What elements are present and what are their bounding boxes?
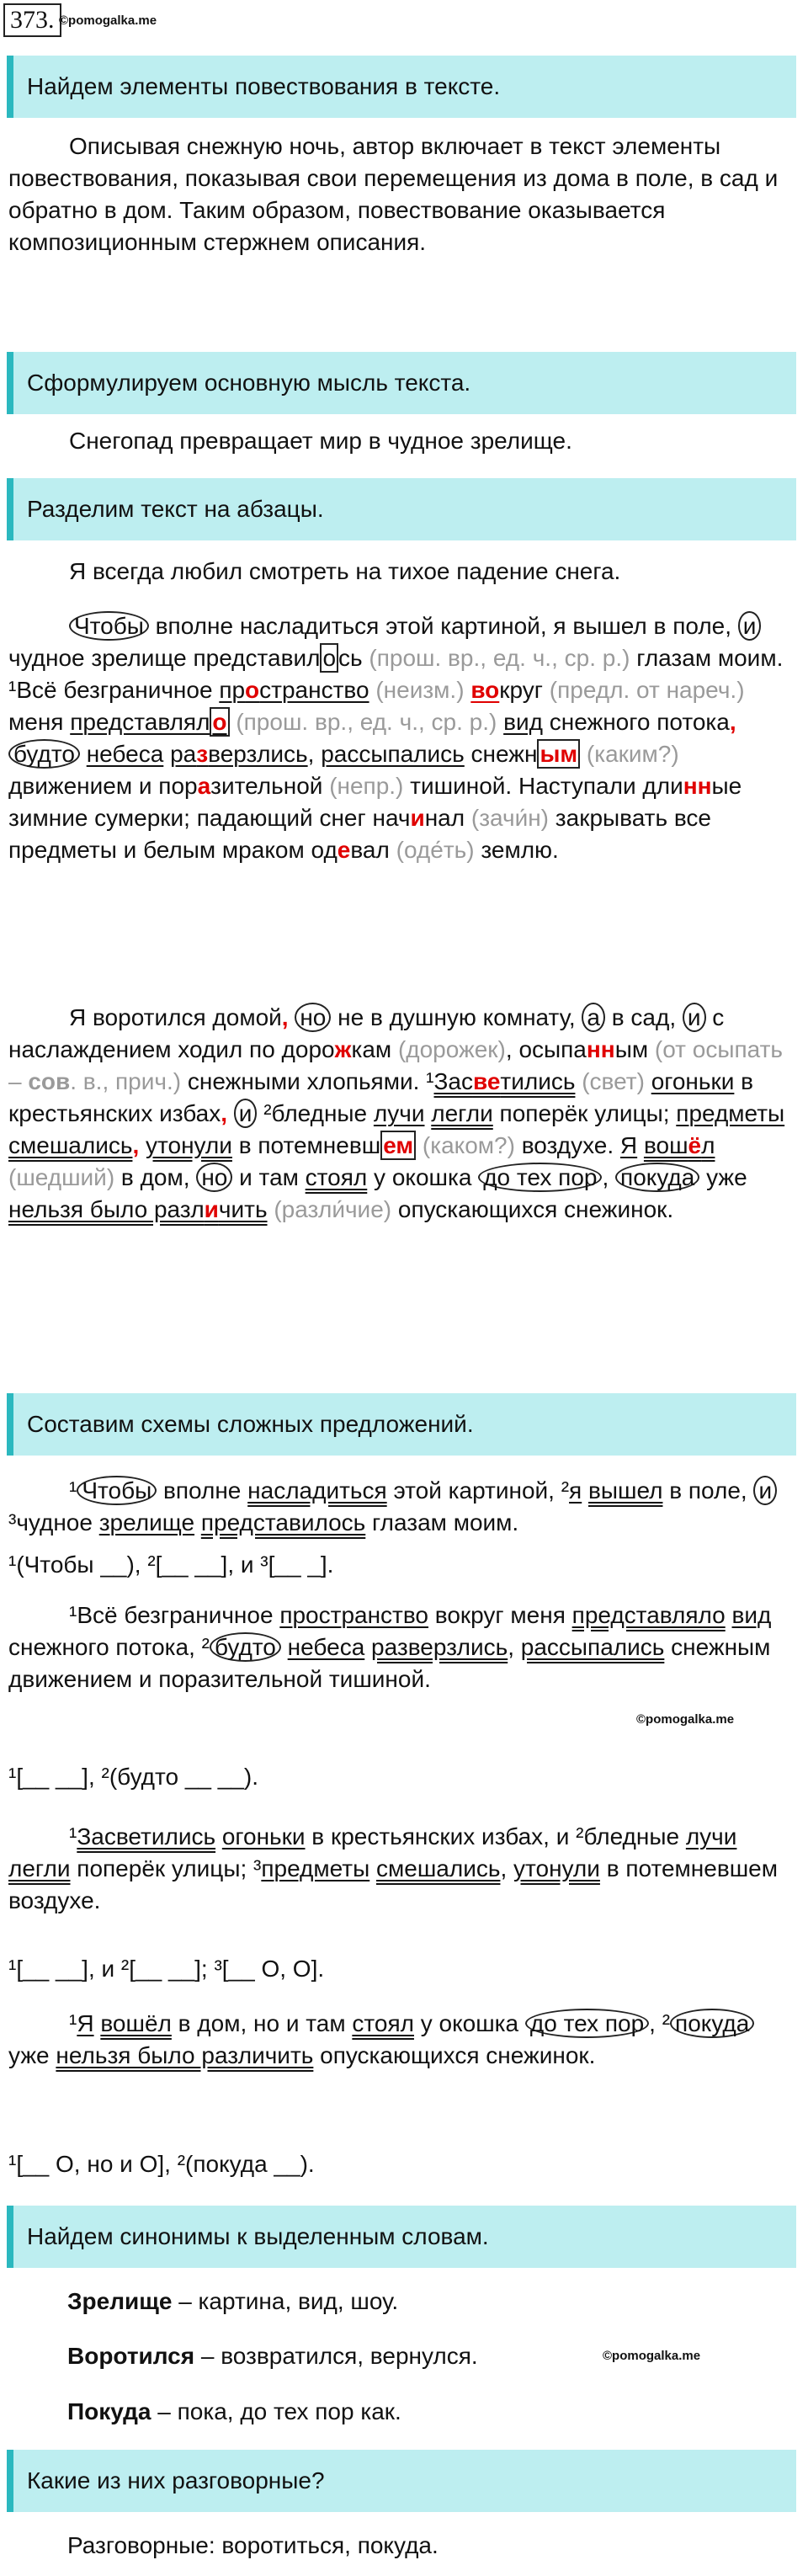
watermark: ©pomogalka.me bbox=[603, 2349, 701, 2363]
header bbox=[0, 0, 808, 39]
site-watermark: ©pomogalka.me bbox=[59, 13, 157, 28]
sentence-3: ¹Засветились огоньки в крестьянских избах, и ²бледные лучи легли поперёк улицы; ³предметы смешались, утонули в потемневшем воздухе. bbox=[8, 1823, 779, 1913]
colloquial-text: Разговорные: воротиться, покуда. bbox=[67, 2532, 439, 2558]
narration-text: Описывая снежную ночь, автор включает в текст элементы повествования, показывая свои перемещения из дома в поле, в сад и обратно в дом. Таким образом, повествование оказывается композиционным стержнем описания. bbox=[8, 133, 779, 255]
sentence-2: ¹Всё безграничное пространство вокруг меня представляло вид снежного потока, ² будто небеса разверзлись, рассыпались снежным движением и поразительной тишиной. bbox=[8, 1602, 772, 1692]
section-banner: Какие из них разговорные? bbox=[7, 2450, 796, 2512]
paragraph-3: Я воротился домой, но не в душную комнату, а в сад, и с наслаждением ходил по дорожкам (дорожек), осыпанным (от осыпать – сов. в., прич.) снежными хлопьями. ¹Засветились (свет) огоньки в крестьянских избах, и ²бледные лучи легли поперёк улицы; предметы смешались, утонули в потемневш ем (каком?) воздухе. Я вошёл (шедший) в дом, но и там стоял у окошка до тех пор , покуда уже нельзя было различить (разли́чие) опускающихся снежинок. bbox=[8, 1004, 785, 1222]
section-banner: Разделим текст на абзацы. bbox=[7, 478, 796, 540]
scheme-3: ¹[__ __], и ²[__ __]; ³[__ O, O]. bbox=[8, 1956, 325, 1982]
watermark: ©pomogalka.me bbox=[636, 1712, 735, 1727]
sentence-1: ¹ Чтобы вполне насладиться этой картиной, ²я вышел в поле, и ³чудное зрелище представилось глазам моим. bbox=[8, 1475, 795, 1539]
paragraph-1: Я всегда любил смотреть на тихое падение снега. bbox=[69, 558, 621, 584]
synonym-3: Покуда – пока, до тех пор как. bbox=[67, 2398, 401, 2424]
scheme-1: ¹(Чтобы __), ²[__ __], и ³[__ _]. bbox=[8, 1551, 334, 1578]
section-banner: Составим схемы сложных предложений. bbox=[7, 1393, 796, 1456]
synonym-1: Зрелище – картина, вид, шоу. bbox=[67, 2288, 399, 2314]
synonym-2: Воротился – возвратился, вернулся. bbox=[67, 2343, 478, 2369]
scheme-4: ¹[__ O, но и O], ²(покуда __). bbox=[8, 2151, 315, 2177]
main-idea-text: Снегопад превращает мир в чудное зрелище. bbox=[69, 428, 572, 454]
paragraph-2: Чтобы вполне насладиться этой картиной, я вышел в поле, и чудное зрелище представил о сь (прош. вр., ед. ч., ср. р.) глазам моим. ¹Всё безграничное пространство (неизм.) вокруг (предл. от нареч.) меня представлял о (прош. вр., ед. ч., ср. р.) вид снежного потока, будто небеса разверзлись, рассыпались снежн ым (каким?) движением и поразительной (непр.) тишиной. Наступали длинные зимние сумерки; падающий снег начинал (зачи́н) закрывать все предметы и белым мраком одевал (оде́ть) землю. bbox=[8, 613, 784, 863]
section-banner: Найдем элементы повествования в тексте. bbox=[7, 56, 796, 118]
exercise-number: 373. bbox=[3, 3, 61, 37]
section-banner: Найдем синонимы к выделенным словам. bbox=[7, 2206, 796, 2268]
scheme-2: ¹[__ __], ²(будто __ __). bbox=[8, 1764, 259, 1790]
sentence-4: ¹Я вошёл в дом, но и там стоял у окошка до тех пор , ² покуда уже нельзя было различить опускающихся снежинок. bbox=[8, 2008, 795, 2072]
section-banner: Сформулируем основную мысль текста. bbox=[7, 352, 796, 414]
